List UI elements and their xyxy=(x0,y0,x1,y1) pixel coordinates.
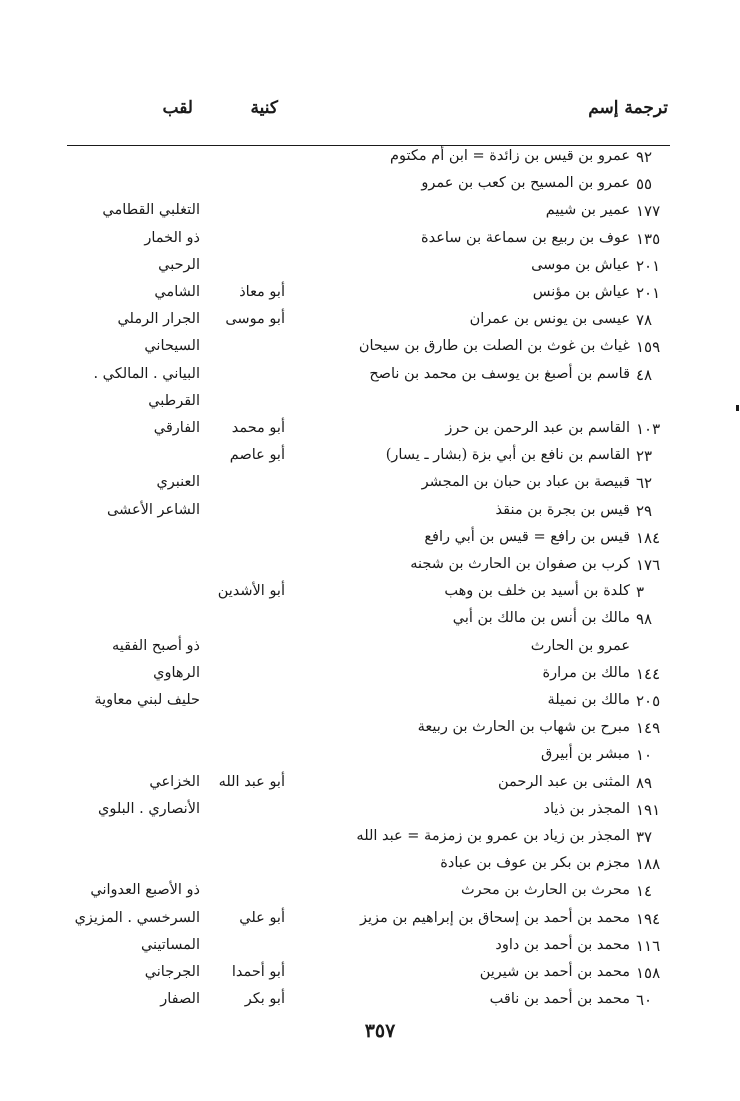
person-name: محمد بن أحمد بن شيرين xyxy=(479,964,630,980)
table-row xyxy=(0,393,740,419)
person-laqab: ذو الأصبع العدواني xyxy=(90,882,200,899)
row-number: ١٩١ xyxy=(636,800,661,819)
person-name: غياث بن غوث بن الصلت بن طارق بن سيحان xyxy=(358,338,630,355)
row-number: ٨٩ xyxy=(636,773,653,792)
person-laqab: حليف لبني معاوية xyxy=(94,692,200,708)
row-number: ١٥٨ xyxy=(636,964,661,982)
person-name: المثنى بن عبد الرحمن xyxy=(497,773,630,790)
person-name: عمرو بن قيس بن زائدة = ابن أم مكتوم xyxy=(389,148,630,164)
person-name: القاسم بن عبد الرحمن بن حرز xyxy=(445,420,630,436)
table-row xyxy=(0,746,740,772)
person-name: محمد بن أحمد بن داود xyxy=(495,936,630,953)
table-row xyxy=(0,692,740,718)
person-laqab: الخزاعي xyxy=(149,773,200,790)
person-name: محمد بن أحمد بن ناقب xyxy=(489,991,630,1008)
person-kunya: أبو الأشدين xyxy=(217,583,285,600)
table-row xyxy=(0,474,740,500)
person-laqab: البياني . المالكي . xyxy=(93,365,200,382)
person-laqab: الجرار الرملي xyxy=(117,311,200,328)
table-row xyxy=(0,529,740,555)
table-row xyxy=(0,719,740,745)
row-number: ١٠ xyxy=(636,746,653,765)
person-name: محمد بن أحمد بن إسحاق بن إبراهيم بن مزيز xyxy=(359,909,630,926)
person-name: عمير بن شييم xyxy=(545,202,630,219)
person-name: قبيصة بن عباد بن حبان بن المجشر xyxy=(421,474,630,491)
person-laqab: السيحاني xyxy=(144,338,200,355)
row-number: ١٤٤ xyxy=(636,664,661,683)
row-number: ٥٥ xyxy=(636,175,653,194)
person-laqab: الرحبي xyxy=(158,256,200,273)
table-row xyxy=(0,610,740,636)
person-name: عمرو بن الحارث xyxy=(530,637,630,654)
person-laqab: الفارقي xyxy=(153,420,200,436)
table-row xyxy=(0,420,740,446)
person-laqab: السرخسي . المزيزي xyxy=(74,909,200,926)
table-row xyxy=(0,556,740,582)
header-kunya-column: كنية xyxy=(250,98,278,118)
table-row xyxy=(0,774,740,800)
table-row xyxy=(0,202,740,228)
row-number: ٢٣ xyxy=(636,447,653,466)
person-name: قاسم بن أصبغ بن يوسف بن محمد بن ناصح xyxy=(369,365,630,382)
person-name: عياش بن مؤنس xyxy=(532,284,630,300)
person-kunya: أبو أحمدا xyxy=(231,964,285,980)
row-number: ٢٠٥ xyxy=(636,692,661,710)
person-laqab: ذو الخمار xyxy=(144,229,200,246)
table-row xyxy=(0,148,740,174)
row-number: ١١٦ xyxy=(636,936,661,955)
person-name: عوف بن ربيع بن سماعة بن ساعدة xyxy=(421,229,630,246)
row-number: ٩٨ xyxy=(636,610,653,629)
table-row xyxy=(0,230,740,256)
row-number: ١٩٤ xyxy=(636,909,661,928)
row-number: ٣٧ xyxy=(636,828,653,846)
table-row xyxy=(0,502,740,528)
person-name: عمرو بن المسيح بن كعب بن عمرو xyxy=(421,175,630,192)
row-number: ١٧٦ xyxy=(636,556,661,574)
person-laqab: العنبري xyxy=(156,474,200,491)
row-number: ٣ xyxy=(636,583,645,602)
person-laqab: المساتيني xyxy=(140,936,200,953)
person-laqab: الصفار xyxy=(160,991,200,1008)
person-kunya: أبو بكر xyxy=(244,991,285,1008)
person-kunya: أبو موسى xyxy=(225,311,285,328)
table-row xyxy=(0,801,740,827)
person-laqab: الشاعر الأعشى xyxy=(106,501,200,518)
table-row xyxy=(0,665,740,691)
row-number: ١٣٥ xyxy=(636,229,661,248)
row-number: ١٨٤ xyxy=(636,528,661,547)
table-row xyxy=(0,964,740,990)
person-name: المجذر بن ذياد xyxy=(543,800,630,817)
row-number: ٢٠١ xyxy=(636,284,661,302)
person-kunya: أبو عاصم xyxy=(229,447,285,464)
row-number: ٢٩ xyxy=(636,501,653,520)
person-name: عياش بن موسى xyxy=(531,256,630,273)
table-row xyxy=(0,937,740,963)
table-row xyxy=(0,447,740,473)
table-row xyxy=(0,828,740,854)
row-number: ٦٠ xyxy=(636,991,653,1010)
person-name: محرث بن الحارث بن محرث xyxy=(460,882,630,899)
person-kunya: أبو محمد xyxy=(231,420,285,436)
header-name-column: ترجمة إسم xyxy=(588,98,668,118)
person-name: مالك بن أنس بن مالك بن أبي xyxy=(452,610,630,627)
person-laqab: ذو أصبح الفقيه xyxy=(111,637,200,654)
row-number: ٩٢ xyxy=(636,148,653,166)
table-row xyxy=(0,855,740,881)
table-row xyxy=(0,284,740,310)
row-number: ١٧٧ xyxy=(636,202,661,221)
person-name: المجذر بن زياد بن عمرو بن زمزمة = عبد الله xyxy=(356,828,630,844)
person-laqab: الأنصاري . البلوي xyxy=(98,800,200,817)
row-number: ١٤٩ xyxy=(636,719,661,738)
table-row xyxy=(0,175,740,201)
person-name: قيس بن رافع = قيس بن أبي رافع xyxy=(424,528,630,545)
row-number: ١٥٩ xyxy=(636,338,661,357)
table-row xyxy=(0,311,740,337)
person-name: مبشر بن أبيرق xyxy=(540,746,630,763)
person-name: قيس بن بجرة بن منقذ xyxy=(495,501,630,518)
row-number: ٦٢ xyxy=(636,474,653,493)
person-kunya: أبو عبد الله xyxy=(218,773,285,790)
row-number: ١٠٣ xyxy=(636,420,661,438)
table-row xyxy=(0,366,740,392)
row-number: ٢٠١ xyxy=(636,256,661,275)
person-kunya: أبو علي xyxy=(239,909,285,926)
row-number: ٧٨ xyxy=(636,311,653,330)
margin-mark xyxy=(736,405,739,411)
person-name: مبرح بن شهاب بن الحارث بن ربيعة xyxy=(417,719,630,736)
row-number: ١٤ xyxy=(636,882,653,901)
person-name: كلدة بن أسيد بن خلف بن وهب xyxy=(444,583,630,600)
person-laqab: الرهاوي xyxy=(153,664,200,681)
header-divider xyxy=(67,145,670,146)
page-number: ٣٥٧ xyxy=(364,1020,396,1042)
header-laqab-column: لقب xyxy=(162,98,193,118)
person-name: القاسم بن نافع بن أبي بزة (بشار ـ يسار) xyxy=(385,447,630,464)
person-name: عيسى بن يونس بن عمران xyxy=(469,311,630,328)
person-name: مالك بن مرارة xyxy=(542,664,630,681)
table-row xyxy=(0,257,740,283)
table-row xyxy=(0,638,740,664)
table-row xyxy=(0,882,740,908)
person-name: مجزم بن بكر بن عوف بن عبادة xyxy=(440,855,630,872)
person-laqab: الشامي xyxy=(154,284,200,300)
person-laqab: التغلبي القطامي xyxy=(102,202,200,219)
table-row xyxy=(0,991,740,1017)
row-number: ١٨٨ xyxy=(636,855,661,874)
table-row xyxy=(0,910,740,936)
table-row xyxy=(0,583,740,609)
person-kunya: أبو معاذ xyxy=(239,284,285,300)
table-row xyxy=(0,338,740,364)
person-name: مالك بن نميلة xyxy=(547,692,630,708)
person-laqab: الجرجاني xyxy=(144,964,200,980)
person-name: كرب بن صفوان بن الحارث بن شجنه xyxy=(410,556,630,572)
row-number: ٤٨ xyxy=(636,365,653,384)
person-laqab: القرطبي xyxy=(148,392,200,409)
